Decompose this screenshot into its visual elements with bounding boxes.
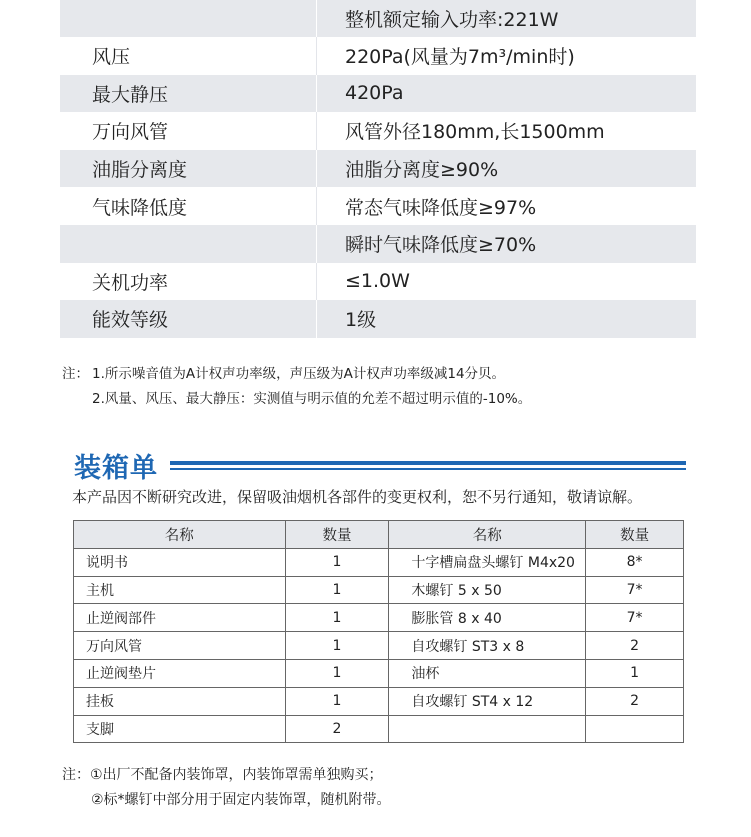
item-qty-2: 2	[586, 687, 684, 715]
spec-value: 风管外径180mm,长1500mm	[316, 112, 696, 150]
title-rule-thin	[170, 468, 686, 470]
spec-value: 油脂分离度≥90%	[316, 150, 696, 188]
item-name-1: 主机	[74, 576, 286, 604]
item-name-2	[389, 715, 586, 743]
item-qty-1: 1	[285, 576, 389, 604]
packing-row	[74, 659, 684, 687]
item-qty-1: 1	[285, 632, 389, 660]
footnote-line-2	[91, 789, 391, 809]
note-text-2: 2.风量、风压、最大静压：实测值与明示值的允差不超过明示值的-10%。	[92, 391, 532, 407]
note-line-1	[62, 362, 505, 382]
item-qty-1: 1	[285, 687, 389, 715]
packing-title: 装箱单	[74, 453, 158, 484]
item-name-2: 十字槽扁盘头螺钉 M4x20	[389, 548, 586, 576]
item-qty-2: 1	[586, 659, 684, 687]
spec-key: 油脂分离度	[92, 159, 188, 182]
item-qty-2: 2	[586, 632, 684, 660]
spec-value: 1级	[316, 300, 696, 338]
header-qty-2: 数量	[586, 521, 684, 549]
item-qty-2: 7*	[586, 604, 684, 632]
footnote-line-1	[62, 764, 383, 784]
item-name-1: 止逆阀部件	[74, 604, 286, 632]
spec-value: 常态气味降低度≥97%	[316, 187, 696, 225]
item-qty-1: 2	[285, 715, 389, 743]
item-qty-2	[586, 715, 684, 743]
item-qty-1: 1	[285, 604, 389, 632]
item-name-1: 万向风管	[74, 632, 286, 660]
spec-row	[60, 300, 696, 338]
spec-row	[60, 150, 696, 188]
item-name-2: 自攻螺钉 ST4 x 12	[389, 687, 586, 715]
header-name-2: 名称	[389, 521, 586, 549]
spec-value: 420Pa	[316, 75, 696, 113]
packing-table	[73, 520, 684, 743]
spec-row	[60, 37, 696, 75]
title-rule-thick	[170, 461, 686, 465]
item-qty-1: 1	[285, 548, 389, 576]
item-qty-2: 7*	[586, 576, 684, 604]
item-name-2: 自攻螺钉 ST3 x 8	[389, 632, 586, 660]
spec-row	[60, 187, 696, 225]
spec-key: 气味降低度	[92, 196, 188, 219]
packing-row	[74, 687, 684, 715]
spec-row	[60, 263, 696, 301]
spec-row	[60, 225, 696, 263]
spec-key: 风压	[92, 46, 131, 69]
item-name-1: 挂板	[74, 687, 286, 715]
note-line-2	[62, 387, 531, 407]
item-name-2: 膨胀管 8 x 40	[389, 604, 586, 632]
spec-row	[60, 112, 696, 150]
packing-row	[74, 604, 684, 632]
item-qty-1: 1	[285, 659, 389, 687]
item-name-2: 油杯	[389, 659, 586, 687]
footnote-text-2: ②标*螺钉中部分用于固定内装饰罩，随机附带。	[91, 792, 391, 808]
packing-row	[74, 548, 684, 576]
spec-key: 万向风管	[92, 121, 169, 144]
spec-value: 整机额定输入功率:221W	[316, 0, 696, 37]
item-qty-2: 8*	[586, 548, 684, 576]
packing-row	[74, 632, 684, 660]
header-qty-1: 数量	[285, 521, 389, 549]
header-name-1: 名称	[74, 521, 286, 549]
item-name-1: 支脚	[74, 715, 286, 743]
item-name-2: 木螺钉 5 x 50	[389, 576, 586, 604]
packing-row	[74, 576, 684, 604]
packing-subtitle: 本产品因不断研究改进，保留吸油烟机各部件的变更权利，恕不另行通知，敬请谅解。	[72, 488, 643, 506]
spec-row	[60, 75, 696, 113]
packing-header-row	[74, 521, 684, 549]
item-name-1: 说明书	[74, 548, 286, 576]
note-text-1: 1.所示噪音值为A计权声功率级，声压级为A计权声功率级减14分贝。	[92, 366, 506, 382]
spec-row	[60, 0, 696, 37]
spec-key: 最大静压	[92, 83, 169, 106]
footnote-text-1: ①出厂不配备内装饰罩，内装饰罩需单独购买；	[90, 767, 383, 783]
spec-value: 220Pa(风量为7m³/min时)	[316, 37, 696, 75]
note-label: 注：	[62, 366, 89, 382]
spec-table	[60, 0, 696, 338]
packing-row	[74, 715, 684, 743]
spec-value: ≤1.0W	[316, 263, 696, 301]
spec-value: 瞬时气味降低度≥70%	[316, 225, 696, 263]
footnote-label: 注：	[62, 767, 90, 783]
spec-key: 能效等级	[92, 309, 169, 332]
spec-key: 关机功率	[92, 271, 169, 294]
item-name-1: 止逆阀垫片	[74, 659, 286, 687]
